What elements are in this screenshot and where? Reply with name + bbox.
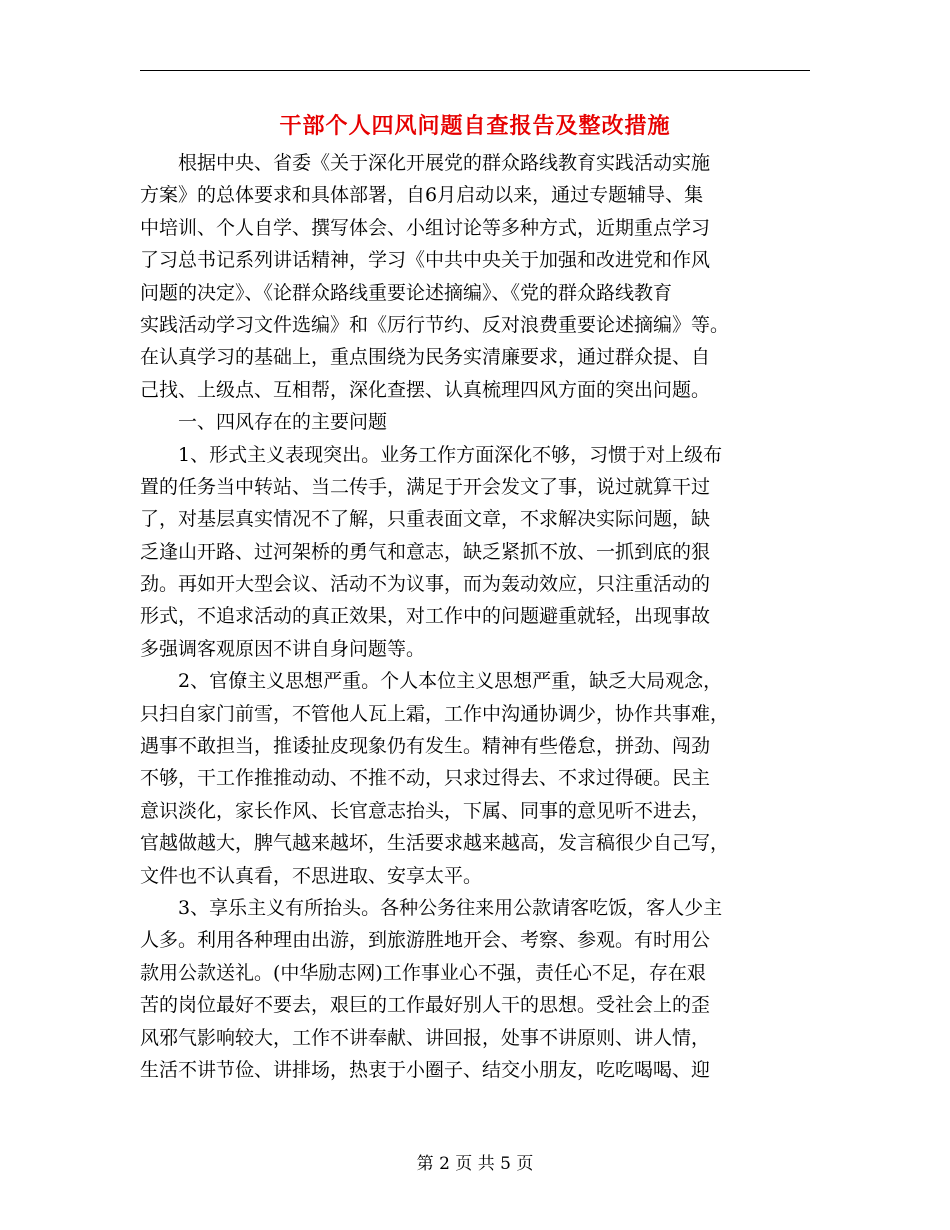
text-line: 3、享乐主义有所抬头。各种公务往来用公款请客吃饭，客人少主 — [140, 896, 723, 919]
text-line: 风邪气影响较大，工作不讲奉献、讲回报，处事不讲原则、讲人情， — [140, 1026, 711, 1049]
text-line: 劲。再如开大型会议、活动不为议事，而为轰动效应，只注重活动的 — [140, 573, 711, 596]
text-line: 文件也不认真看，不思进取、安享太平。 — [140, 864, 483, 887]
text-line: 了习总书记系列讲话精神，学习《中共中央关于加强和改进党和作风 — [140, 249, 711, 272]
text-line: 人多。利用各种理由出游，到旅游胜地开会、考察、参观。有时用公 — [140, 929, 711, 952]
text-line: 根据中央、省委《关于深化开展党的群众路线教育实践活动实施 — [140, 152, 711, 174]
text-line: 问题的决定》、《论群众路线重要论述摘编》、《党的群众路线教育 — [140, 281, 673, 304]
text-line: 了，对基层真实情况不了解，只重表面文章，不求解决实际问题，缺 — [140, 508, 711, 531]
text-line: 方案》的总体要求和具体部署，自6月启动以来，通过专题辅导、集 — [140, 184, 704, 207]
text-line: 一、四风存在的主要问题 — [140, 411, 388, 434]
text-line: 只扫自家门前雪，不管他人瓦上霜，工作中沟通协调少，协作共事难， — [140, 702, 730, 725]
page-footer: 第 2 页 共 5 页 — [416, 1154, 534, 1174]
header-rule — [140, 70, 810, 71]
text-line: 不够，干工作推推动动、不推不动，只求过得去、不求过得硬。民主 — [140, 767, 711, 790]
text-line: 2、官僚主义思想严重。个人本位主义思想严重，缺乏大局观念， — [140, 670, 723, 693]
text-line: 生活不讲节俭、讲排场，热衷于小圈子、结交小朋友，吃吃喝喝、迎 — [140, 1058, 711, 1081]
text-line: 在认真学习的基础上，重点围绕为民务实清廉要求，通过群众提、自 — [140, 346, 711, 369]
text-line: 1、形式主义表现突出。业务工作方面深化不够，习惯于对上级布 — [140, 443, 723, 466]
text-line: 官越做越大，脾气越来越坏，生活要求越来越高，发言稿很少自己写， — [140, 832, 730, 855]
text-line: 遇事不敢担当，推诿扯皮现象仍有发生。精神有些倦怠，拼劲、闯劲 — [140, 735, 711, 758]
text-line: 置的任务当中转站、当二传手，满足于开会发文了事，说过就算干过 — [140, 475, 711, 498]
text-line: 实践活动学习文件选编》和《厉行节约、反对浪费重要论述摘编》等。 — [140, 313, 730, 336]
document-title: 干部个人四风问题自查报告及整改措施 — [279, 113, 671, 139]
text-line: 形式，不追求活动的真正效果，对工作中的问题避重就轻，出现事故 — [140, 605, 711, 628]
text-line: 中培训、个人自学、撰写体会、小组讨论等多种方式，近期重点学习 — [140, 216, 711, 239]
text-line: 苦的岗位最好不要去，艰巨的工作最好别人干的思想。受社会上的歪 — [140, 994, 711, 1017]
text-line: 款用公款送礼。(中华励志网)工作事业心不强，责任心不足，存在艰 — [140, 961, 706, 984]
text-line: 乏逢山开路、过河架桥的勇气和意志，缺乏紧抓不放、一抓到底的狠 — [140, 540, 711, 563]
text-line: 多强调客观原因不讲自身问题等。 — [140, 637, 426, 660]
document-body — [140, 147, 810, 1086]
text-line: 己找、上级点、互相帮，深化查摆、认真梳理四风方面的突出问题。 — [140, 378, 711, 401]
text-line: 意识淡化，家长作风、长官意志抬头，下属、同事的意见听不进去， — [140, 799, 711, 822]
